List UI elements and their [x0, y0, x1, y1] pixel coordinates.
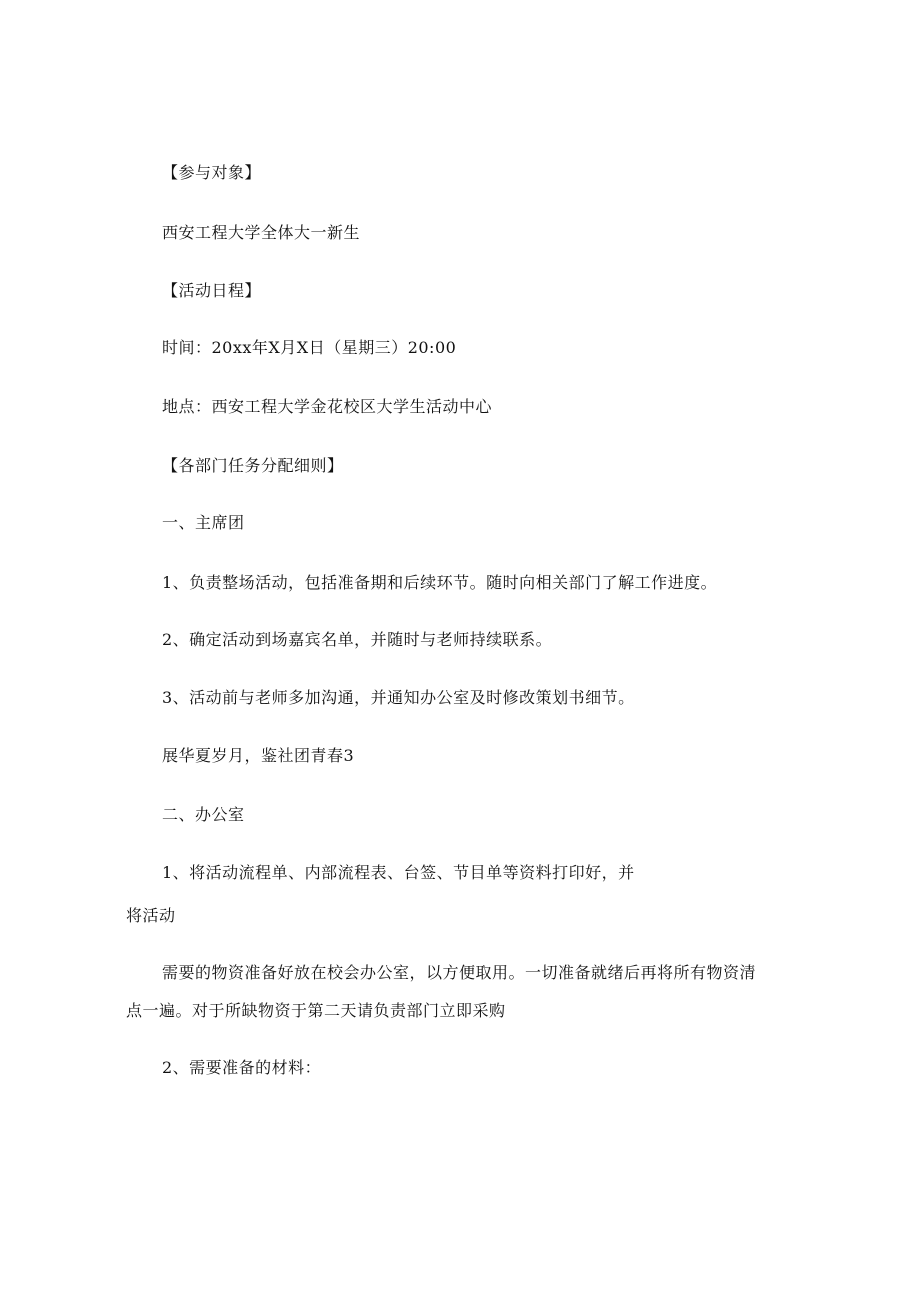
- section1-item: 3、活动前与老师多加沟通，并通知办公室及时修改策划书细节。: [162, 688, 635, 707]
- location-text: 地点：西安工程大学金花校区大学生活动中心: [162, 397, 493, 416]
- section1-item: 1、负责整场活动，包括准备期和后续环节。随时向相关部门了解工作进度。: [162, 573, 718, 592]
- section2-paragraph-line1: 需要的物资准备好放在校会办公室，以方便取用。一切准备就绪后再将所有物资清: [162, 963, 757, 982]
- section2-item1-line1: 1、将活动流程单、内部流程表、台签、节目单等资料打印好，并: [162, 863, 635, 882]
- section2-title: 二、办公室: [162, 805, 245, 824]
- section2-item2: 2、需要准备的材料：: [162, 1058, 322, 1077]
- tasks-heading: 【各部门任务分配细则】: [162, 456, 344, 475]
- page-footer: 展华夏岁月，鉴社团青春3: [162, 746, 355, 765]
- participants-heading: 【参与对象】: [162, 163, 262, 182]
- section1-item: 2、确定活动到场嘉宾名单，并随时与老师持续联系。: [162, 630, 553, 649]
- section2-paragraph-line2: 点一遍。对于所缺物资于第二天请负责部门立即采购: [126, 1001, 506, 1020]
- time-text: 时间：20xx年X月X日（星期三）20:00: [162, 338, 457, 357]
- section1-title: 一、主席团: [162, 513, 245, 532]
- schedule-heading: 【活动日程】: [162, 281, 262, 300]
- section2-item1-line2: 将活动: [126, 906, 176, 925]
- participants-text: 西安工程大学全体大一新生: [162, 223, 361, 242]
